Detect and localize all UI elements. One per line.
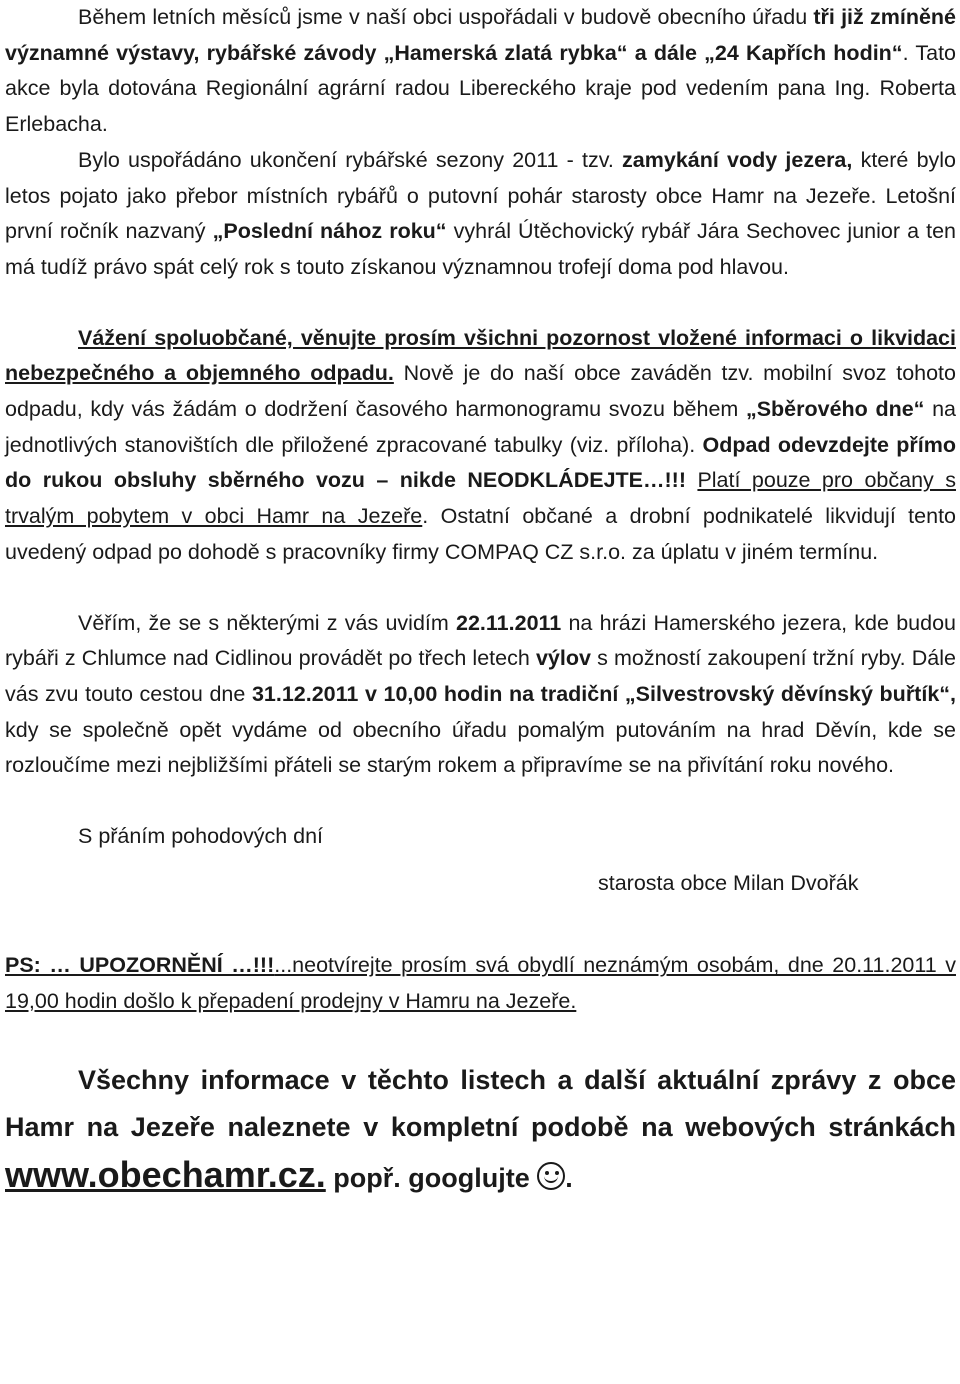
text-run: Bylo uspořádáno ukončení rybářské sezony 2011 - tzv.	[78, 147, 623, 172]
bold-run: Odpad odevzdejte přímo do rukou obsluhy sběrného vozu – nikde NEODKLÁDEJTE…!!!	[5, 432, 956, 493]
bold-run: 31.12.2011 v 10,00 hodin na tradiční „Silvestrovský děvínský buřtík“,	[251, 681, 956, 706]
final-paragraph	[5, 1057, 956, 1202]
text-run: Všechny informace v těchto listech a další aktuální zprávy z obce Hamr na Jezeře naleznete v kompletní podobě na webových stránkách	[5, 1064, 956, 1142]
text-run: které bylo letos pojato jako přebor místních rybářů o putovní pohár starosty obce Hamr na Jezeře. Letošní první ročník nazvaný	[5, 147, 957, 244]
ps-paragraph	[5, 948, 956, 1019]
ps-text: ...neotvírejte prosím svá obydlí neznámým osobám, dne 20.11.2011 v 19,00 hodin došlo k přepadení prodejny v Hamru na Jezeře.	[5, 953, 956, 1014]
underlined-bold-run: Vážení spoluobčané, věnujte prosím všichni pozornost vložené informaci o likvidaci nebezpečného a objemného odpadu.	[5, 325, 956, 386]
events-paragraph	[5, 606, 956, 785]
bold-run: 22.11.2011	[456, 610, 562, 635]
greeting: S přáním pohodových dní	[78, 824, 324, 849]
text-run: Věřím, že se s některými z vás uvidím	[78, 610, 457, 635]
text-run: Během letních měsíců jsme v naší obci uspořádali v budově obecního úřadu	[78, 5, 814, 29]
waste-paragraph	[5, 321, 956, 571]
bold-run: zamykání vody jezera,	[622, 147, 853, 172]
intro-paragraph	[5, 0, 956, 143]
bold-run: tři již zmíněné významné výstavy, rybářské závody „Hamerská zlatá rybka“ a dále „24 Kapřích hodin“	[5, 5, 956, 65]
text-run: kdy se společně opět vydáme od obecního úřadu pomalým putováním na hrad Děvín, kde se rozloučíme mezi nejbližšími přáteli se starým rokem a připravíme se na přivítání roku nového.	[5, 717, 956, 778]
underlined-run: Platí pouze pro občany s trvalým pobytem v obci Hamr na Jezeře	[5, 468, 956, 529]
text-run: na hrázi Hamerského jezera, kde budou rybáři z Chlumce nad Cidlinou provádět po třech letech	[5, 610, 956, 671]
text-run: popř. googlujte	[325, 1162, 538, 1193]
text-run	[686, 468, 697, 492]
fishing-season-paragraph	[5, 143, 956, 286]
bold-run: výlov	[535, 646, 591, 671]
bold-run: „Sběrového dne“	[745, 397, 925, 422]
smiley-face-icon	[537, 1162, 565, 1190]
text-run: Nově je do naší obce zaváděn tzv. mobilní svoz tohoto odpadu, kdy vás žádám o dodržení časového harmonogramu svozu během	[5, 361, 956, 422]
signature: starosta obce Milan Dvořák	[598, 870, 859, 895]
text-run: . Ostatní občané a drobní podnikatelé likvidují tento uvedený odpad po dohodě s pracovníky firmy COMPAQ CZ s.r.o. za úplatu v jiném termínu.	[5, 504, 957, 564]
text-run: vyhrál Útěchovický rybář Jára Sechovec junior a ten má tudíž právo spát celý rok s touto získanou významnou trofejí doma pod hlavou.	[5, 219, 956, 279]
website-link[interactable]: www.obechamr.cz.	[5, 1153, 326, 1195]
bold-run: „Poslední nához roku“	[212, 219, 447, 244]
text-run: s možností zakoupení tržní ryby. Dále vás zvu touto cestou dne	[5, 646, 956, 706]
ps-warning: PS: … UPOZORNĚNÍ …!!!	[5, 953, 275, 978]
text-run: .	[565, 1162, 573, 1193]
text-run: na jednotlivých stanovištích dle přiložené zpracované tabulky (viz. příloha).	[5, 397, 956, 457]
text-run: . Tato akce byla dotována Regionální agrární radou Libereckého kraje pod vedením pana Ing. Roberta Erlebacha.	[5, 40, 956, 137]
